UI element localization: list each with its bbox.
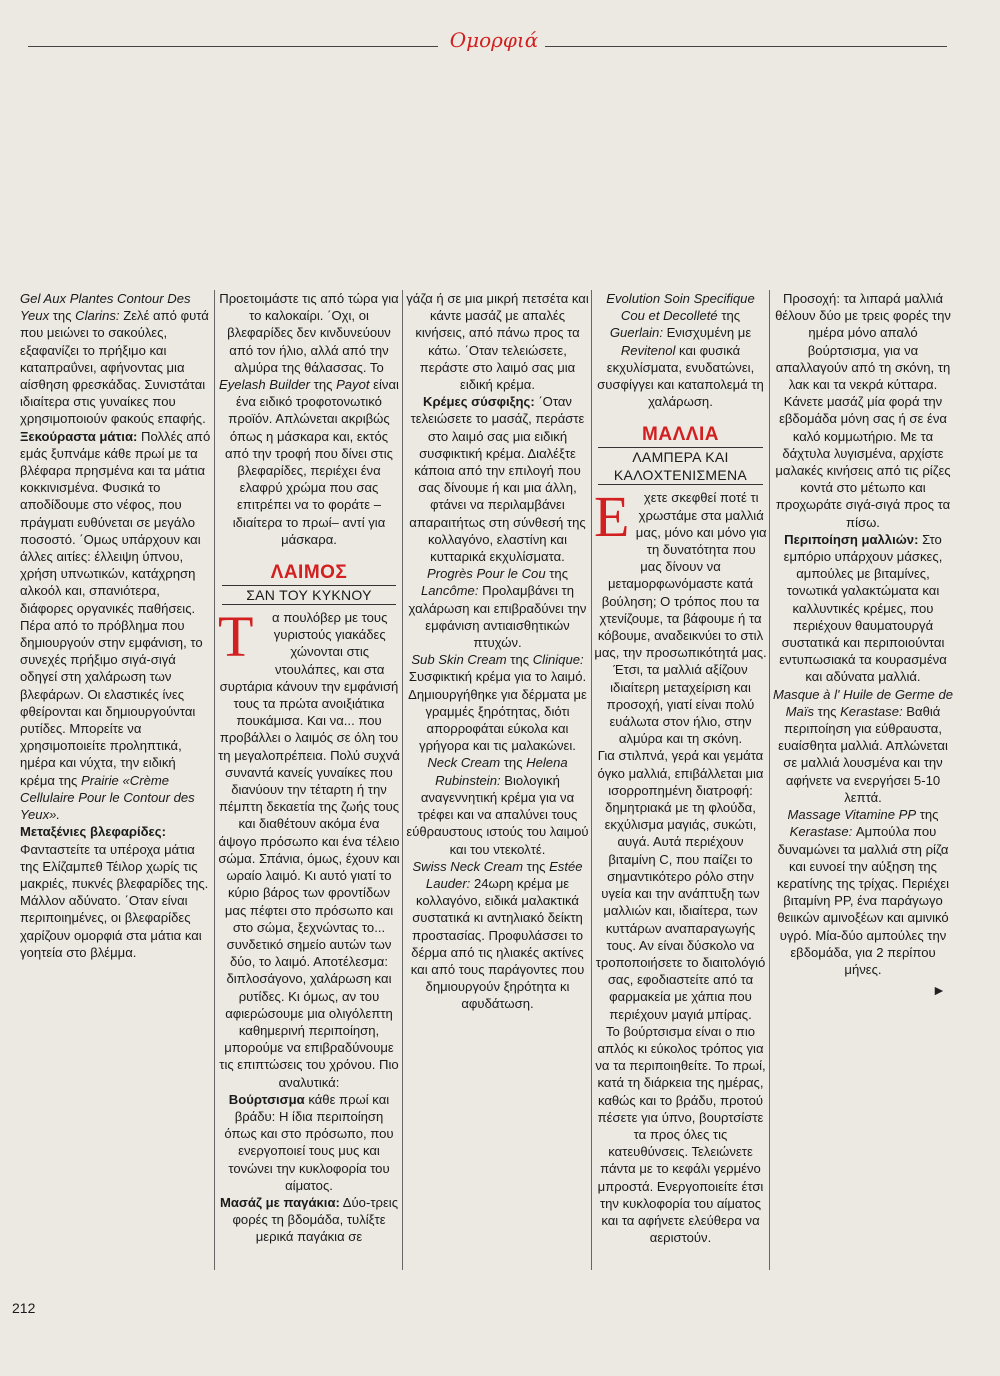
- paragraph: [772, 686, 954, 806]
- paragraph: [405, 754, 590, 857]
- text: α πουλόβερ με τους γυριστούς γιακάδες χώνονται στις ντουλάπες, και στα συρτάρια κάνουν την εμφάνισή τους τα πρώτα ανοιξιάτικα πουκάμισα. Και να... που προβάλλει ο λαιμός σε όλη του τη μεγαλοπρέπεια. Πολύ συχνά συναντά κανείς γυναίκες που διανύουν την τέταρτη ή την πέμπτη δεκαετία της ζωής τους και διαθέτουν ακόμα ένα άψογο πρόσωπο και ένα τέλειο σώμα. Σπάνια, όμως, έχουν και ωραίο λαιμό. Κι αυτό γιατί το κύριο βάρος των φροντίδων μας πέφτει στο πρόσωπο και στο σώμα, ξεχνώντας το... συνδετικό σημείο αυτών των δύο, το λαιμό. Αποτέλεσμα: διπλοσάγονο, χαλάρωση και ρυτίδες. Κι όμως, αν του αφιερώσουμε μια ολιγόλεπτη καθημερινή περιποίηση, μπορούμε να επιβραδύνουμε τις επιπτώσεις του χρόνου. Πιο αναλυτικά:: [218, 610, 400, 1090]
- product-name: Masque à l' Huile de Germe de Maïs: [772, 686, 954, 719]
- text: Βαθιά περιποίηση για εύθραυστα, ευαίσθητα μαλλιά. Απλώνεται σε μαλλιά λουσμένα και την αφήνετε να ενεργήσει 5-10 λεπτά.: [778, 703, 948, 805]
- text: της: [500, 755, 527, 771]
- paragraph: [20, 823, 212, 961]
- brand-name: Kerastase:: [789, 824, 853, 840]
- header-rule-right: [545, 46, 947, 47]
- paragraph: [594, 1023, 767, 1247]
- subhead: Ξεκούραστα μάτια:: [20, 428, 138, 444]
- product-name: Swiss Neck Cream: [412, 858, 524, 874]
- text: κάθε πρωί και βράδυ: Η ίδια περιποίηση όπως και στο πρόσωπο, που ενεργοποιεί τους μυς και τονώνει την κυκλοφορία του αίματος.: [224, 1091, 394, 1193]
- paragraph: [594, 484, 767, 747]
- paragraph: [405, 858, 590, 1013]
- column-4: [594, 290, 767, 1246]
- paragraph: [772, 806, 954, 978]
- text: της: [506, 652, 533, 668]
- text: χετε σκεφθεί ποτέ τι χρωστάμε στα μαλλιά μας, μόνο και μόνο για τη δυνατότητα που μας δίνουν να μεταμορφωνόμαστε κατά βούληση; Ο τρόπος που τα χτενίζουμε, τα βάφουμε ή τα κόβουμε, αναδεικνύει το στιλ μας, την προσωπικότητά μας. Έτσι, τα μαλλιά αξίζουν ιδιαίτερη μεταχείριση και προσοχή, γιατί είναι πολύ ευάλωτα στον ήλιο, στην αλμύρα και τη σκόνη.: [594, 490, 767, 747]
- brand-name: Clarins:: [75, 308, 120, 324]
- brand-name: Guerlain:: [609, 325, 663, 341]
- text: της: [814, 703, 841, 719]
- ingredient-name: Revitenol: [620, 342, 676, 358]
- subhead: Περιποίηση μαλλιών:: [784, 531, 919, 547]
- text: Βιολογική αναγεννητική κρέμα για να τρέφει και να απαλύνει τους εύθραυστους ιστούς του λαιμού και του ντεκολτέ.: [406, 772, 589, 857]
- paragraph: [594, 747, 767, 1022]
- paragraph: [772, 290, 954, 531]
- section-subheading: ΣΑΝ ΤΟΥ ΚΥΚΝΟΥ: [222, 585, 396, 605]
- column-divider: [591, 290, 592, 1270]
- brand-name: Clinique:: [532, 652, 584, 668]
- paragraph: [218, 1194, 400, 1246]
- text: ΄Οταν τελειώσετε το μασάζ, περάστε στο λαιμό σας μια ειδική συσφικτική κρέμα. Διαλέξτε κάποια από την επιλογή που σας δίνουμε ή και μια άλλη, φτάνει να περιλαμβάνει απαραιτήτως στη σύνθεσή της κολλαγόνο, ελαστίνη και κυτταρικά εκχυλίσματα.: [409, 394, 586, 565]
- section-heading: ΜΑΛΛΙΑ: [642, 424, 719, 446]
- text: της: [310, 377, 337, 393]
- product-name: Massage Vitamine PP: [787, 807, 917, 823]
- paragraph: [405, 393, 590, 565]
- brand-name: Payot: [336, 377, 370, 393]
- paragraph: [405, 290, 590, 393]
- product-name: Evolution Soin Specifique Cou et Decolleté: [606, 291, 755, 324]
- product-name: Neck Cream: [427, 755, 501, 771]
- text: Στο εμπόριο υπάρχουν μάσκες, αμπούλες με βιταμίνες, τονωτικά γαλακτώματα και καλλυντικές κρέμες, που περιέχουν θαυματουργά συστατικά και περιποιούνται εντυπωσιακά τα κουρασμένα και αδύνατα μαλλιά.: [779, 531, 947, 685]
- brand-name: Estée Lauder:: [425, 858, 583, 891]
- text: Δύο-τρεις φορές τη βδομάδα, τυλίξτε μερικά παγάκια σε: [232, 1194, 399, 1245]
- paragraph: [772, 531, 954, 686]
- paragraph: [405, 651, 590, 754]
- text: της: [545, 566, 569, 582]
- column-divider: [214, 290, 215, 1270]
- text: Προετοιμάστε τις από τώρα για το καλοκαίρι. ΄Οχι, οι βλεφαρίδες δεν κινδυνεύουν από τον ήλιο, αλλά από την αλμύρα της θάλασσας. Το: [219, 291, 399, 375]
- text: Αμπούλα που δυναμώνει τα μαλλιά στη ρίζα και ευνοεί την αύξηση της κερατίνης της τρίχας. Περιέχει βιταμίνη PP, ένα παράγωγο θειικών αμινοξέων και αμινικό υγρό. Μία-δύο αμπούλες την εβδομάδα, για 2 περίπου μήνες.: [777, 824, 949, 977]
- text: Συσφικτική κρέμα για το λαιμό. Δημιουργήθηκε για δέρματα με γραμμές ξηρότητας, διότι απορροφάται εύκολα και γρήγορα και τις μαλακώνει.: [408, 669, 587, 754]
- column-3: [405, 290, 590, 1013]
- text: Προσοχή: τα λιπαρά μαλλιά θέλουν δύο με τρεις φορές την ημέρα μόνο απαλό βούρτσισμα, για να απαλλαγούν από τη σκόνη, τη λακ και τα νεκρά κύτταρα. Κάνετε μασάζ μία φορά την εβδομάδα μόνη σας ή σε ένα καλό κομμωτήριο. Με τα δάχτυλα λυγισμένα, αρχίστε μαλακές κινήσεις από τις ρίζες κοντά στο μέτωπο και προχωράτε σιγά-σιγά προς τα πίσω.: [775, 291, 951, 530]
- text: είναι ένα ειδικό τροφοτονωτικό προϊόν. Απλώνεται ακριβώς όπως η μάσκαρα και, εκτός από την τροφή που δίνει στις βλεφαρίδες, περιέχει ένα ελαφρύ χρώμα που σας επιτρέπει να το φοράτε –ιδιαίτερα το πρωί– αντί για μάσκαρα.: [224, 377, 399, 547]
- text: Ζελέ από φυτά που μειώνει το σακούλες, εξαφανίζει το πρήξιμο και καταπραΰνει, αφήνοντας μια αίσθηση φρεσκάδας. Συνιστάται ιδιαίτερα στις γυναίκες που χρησιμοποιούν φακούς επαφής.: [20, 308, 209, 427]
- section-subheading: ΛΑΜΠΕΡΑ ΚΑΙ ΚΑΛΟΧΤΕΝΙΣΜΕΝΑ: [598, 447, 763, 485]
- product-name: Prairie «Crème Cellulaire Pour le Contour des Yeux».: [20, 772, 195, 823]
- product-name: Progrès Pour le Cou: [426, 566, 546, 582]
- product-name: Gel Aux Plantes Contour Des Yeux: [20, 291, 191, 324]
- paragraph: [218, 290, 400, 548]
- text: της: [523, 858, 550, 874]
- page-number: 212: [12, 1300, 36, 1316]
- column-1: [20, 290, 212, 961]
- text: της: [916, 807, 939, 823]
- paragraph: [218, 1091, 400, 1194]
- text: Πολλές από εμάς ξυπνάμε κάθε πρωί με τα βλέφαρα πρησμένα και τα μάτια κοκκινισμένα. Φυσικά το αποδίδουμε στο νέφος, που πράγματι ευθύνεται σε μεγάλο ποσοστό. ΄Ομως υπάρχουν και άλλες αιτίες: έλλειψη ύπνου, χρήση υπνωτικών, κατάχρηση αλκοόλ και, σπανιότερα, διάφορες οργανικές παθήσεις. Πέρα από το πρόβλημα που δημιουργούν στην εμφάνιση, το συνεχές πρήξιμο σιγά-σιγά οδηγεί στη χαλάρωση των βλεφάρων. Οι ελαστικές ίνες φθείρονται και δημιουργούνται ρυτίδες. Μπορείτε να χρησιμοποιείτε προληπτικά, ημέρα και νύχτα, την ειδική κρέμα της: [20, 428, 211, 788]
- continue-arrow-icon: ►: [932, 982, 946, 998]
- drop-cap: Τ: [218, 604, 254, 670]
- column-5: [772, 290, 954, 978]
- brand-name: Lancôme:: [420, 583, 479, 599]
- column-divider: [402, 290, 403, 1270]
- brand-name: Helena Rubinstein:: [435, 755, 568, 788]
- subhead: Μεταξένιες βλεφαρίδες:: [20, 824, 166, 840]
- text: γάζα ή σε μια μικρή πετσέτα και κάντε μασάζ με απαλές κινήσεις, από πάνω προς τα κάτω. ΄Οταν τελειώσετε, περάστε στο λαιμό σας μια ειδική κρέμα.: [406, 291, 589, 393]
- text: 24ωρη κρέμα με κολλαγόνο, ειδικά μαλακτικά συστατικά κι αντηλιακό δείκτη προστασίας. Προφυλάσσει το δέρμα από τις ηλιακές ακτίνες και από τους παράγοντες που δημιουργούν ξηρότητα κι αφυδάτωση.: [410, 875, 585, 1012]
- column-divider: [769, 290, 770, 1270]
- subhead: Βούρτσισμα: [228, 1091, 305, 1107]
- subhead: Κρέμες σύσφιξης:: [423, 394, 535, 410]
- subhead: Μασάζ με παγάκια:: [219, 1194, 340, 1210]
- brand-name: Kerastase:: [840, 703, 903, 719]
- paragraph: [594, 290, 767, 410]
- drop-cap: Ε: [594, 484, 630, 550]
- section-title: Ομορφιά: [449, 28, 539, 52]
- product-name: Eyelash Builder: [219, 377, 311, 393]
- text: Προλαμβάνει τη χαλάρωση και επιβραδύνει την εμφάνιση αντιαισθητικών πτυχών.: [408, 583, 587, 651]
- text: Για στιλπνά, γερά και γεμάτα όγκο μαλλιά, επιβάλλεται μια ισορροπημένη διατροφή: δημητριακά με τη φλούδα, εκχύλισμα μαγιάς, συκώτι, αυγά. Αυτά περιέχουν βιταμίνη C, που παίζει το σημαντικότερο ρόλο στην υγεία και την ανάπτυξη των μαλλιών και, ιδιαίτερα, των κυττάρων αναπαραγωγής τους. Αν είναι δύσκολο να τροποποιήσετε το διαιτολόγιό σας, εφοδιαστείτε από τα φαρμακεία με χάπια που περιέχουν μαγιά μπίρας.: [595, 748, 766, 1022]
- text: της: [49, 308, 76, 324]
- product-name: Sub Skin Cream: [411, 652, 507, 668]
- paragraph: [218, 604, 400, 1091]
- header-rule-left: [28, 46, 438, 47]
- column-2: [218, 290, 400, 1246]
- paragraph: [20, 428, 212, 824]
- text: Φανταστείτε τα υπέροχα μάτια της Ελίζαμπεθ Τέιλορ χωρίς τις μακριές, πυκνές βλεφαρίδες της. Μάλλον αδύνατο. ΄Οταν είναι περιποιημένες, οι βλεφαρίδες χαρίζουν ομορφιά στα μάτια και γοητεία στο βλέμμα.: [20, 841, 209, 960]
- text: Το βούρτσισμα είναι ο πιο απλός κι εύκολος τρόπος για να τα περιποιηθείτε. Το πρωί, κατά τη διάρκεια της ημέρας, καθώς και το βράδυ, προτού πέσετε για ύπνο, βουρτσίστε τα προς όλες τις κατευθύνσεις. Τελειώνετε πάντα με το κεφάλι γερμένο μπροστά. Ενεργοποιείτε έτσι την κυκλοφορία του αίματος και τα αφήνετε ελεύθερα να αεριστούν.: [595, 1023, 766, 1246]
- paragraph: [405, 565, 590, 651]
- paragraph: [20, 290, 212, 428]
- text: της: [717, 308, 741, 324]
- text: και φυσικά εκχυλίσματα, ενυδατώνει, συσφίγγει και καταπολεμά τη χαλάρωση.: [597, 342, 764, 410]
- section-heading: ΛΑΙΜΟΣ: [270, 562, 348, 584]
- text: Ενισχυμένη με: [662, 325, 752, 341]
